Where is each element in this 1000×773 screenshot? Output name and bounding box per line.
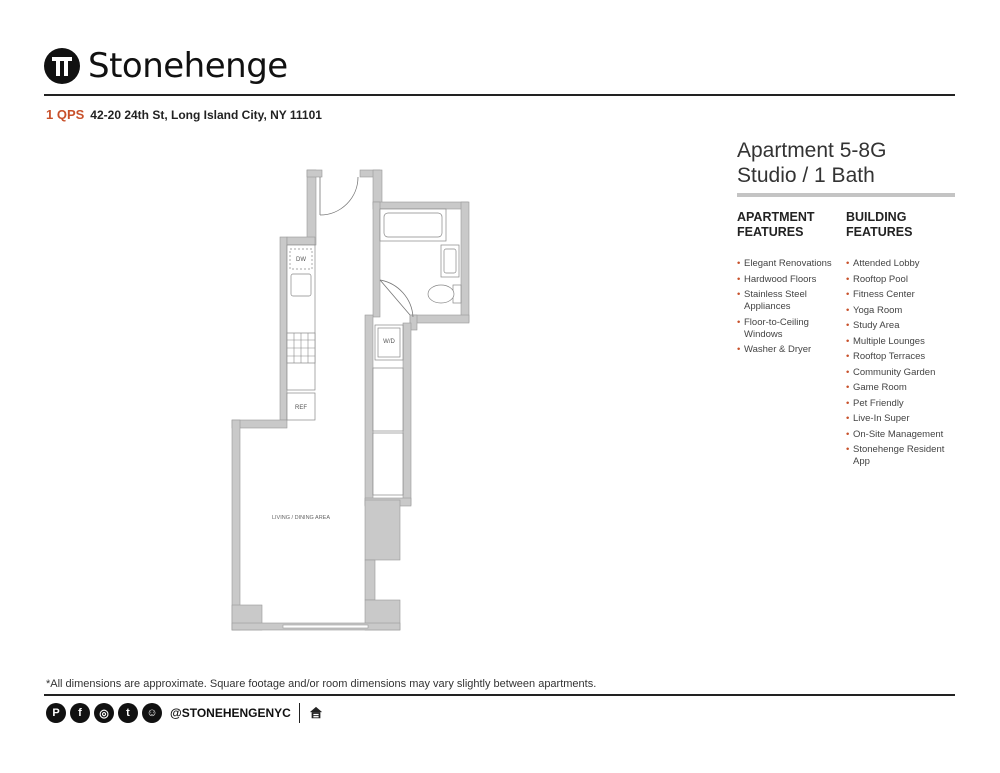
- wall: [365, 500, 400, 560]
- building-feature-item: • Game Room: [846, 382, 956, 394]
- instagram-icon[interactable]: ◎: [94, 703, 114, 723]
- wall: [307, 170, 316, 245]
- building-feature-item: • Pet Friendly: [846, 398, 956, 410]
- facebook-icon[interactable]: f: [70, 703, 90, 723]
- social-separator: [299, 703, 300, 723]
- building-feature-item: • Yoga Room: [846, 305, 956, 317]
- dishwasher-label: DW: [296, 257, 306, 263]
- building-feature-item: • Community Garden: [846, 367, 956, 379]
- street-address: 42-20 24th St, Long Island City, NY 11101: [90, 108, 322, 122]
- building-name: 1 QPS: [46, 107, 85, 122]
- equal-housing-icon: [308, 706, 324, 720]
- wall: [410, 315, 469, 323]
- building-feature-item: • Fitness Center: [846, 289, 956, 301]
- wall: [373, 202, 380, 317]
- snapchat-icon[interactable]: ☺: [142, 703, 162, 723]
- building-feature-item: • Attended Lobby: [846, 258, 956, 270]
- apartment-title: Apartment 5-8G: [737, 139, 887, 162]
- building-features-heading: BUILDING FEATURES: [846, 210, 913, 239]
- address-line: [46, 107, 322, 122]
- apartment-type: Studio / 1 Bath: [737, 164, 875, 187]
- apartment-heading: [737, 138, 886, 188]
- building-feature-item: • Rooftop Pool: [846, 274, 956, 286]
- title-divider: [737, 193, 955, 197]
- apartment-feature-item: • Washer & Dryer: [737, 344, 837, 356]
- twitter-icon[interactable]: t: [118, 703, 138, 723]
- building-feature-item: • Stonehenge Resident App: [846, 444, 956, 468]
- brand-name: Stonehenge: [88, 46, 288, 86]
- apartment-features-heading: APARTMENT FEATURES: [737, 210, 815, 239]
- header-divider: [44, 94, 955, 96]
- washer-dryer-label: W/D: [383, 339, 395, 345]
- refrigerator-label: REF: [295, 405, 307, 411]
- wall: [403, 323, 411, 505]
- footer-divider: [44, 694, 955, 696]
- apartment-feature-item: • Floor-to-Ceiling Windows: [737, 317, 837, 341]
- wall: [461, 202, 469, 322]
- wall: [373, 202, 468, 209]
- social-handle[interactable]: @STONEHENGENYC: [170, 706, 291, 720]
- building-feature-item: • Multiple Lounges: [846, 336, 956, 348]
- wall: [280, 237, 287, 420]
- floor-plan: [225, 165, 475, 635]
- wall: [373, 170, 382, 205]
- wall: [365, 315, 373, 505]
- pinterest-icon[interactable]: P: [46, 703, 66, 723]
- wall: [287, 237, 315, 245]
- stonehenge-logo-icon: [44, 48, 80, 84]
- dimensions-disclaimer: *All dimensions are approximate. Square footage and/or room dimensions may vary slightly between apartments.: [46, 678, 597, 690]
- building-feature-item: • On-Site Management: [846, 429, 956, 441]
- building-feature-item: • Study Area: [846, 320, 956, 332]
- social-bar: [46, 703, 324, 723]
- brand-logo: [44, 46, 288, 86]
- wall: [232, 420, 240, 630]
- wall: [365, 560, 375, 600]
- wall: [307, 170, 322, 177]
- apartment-feature-item: • Elegant Renovations: [737, 258, 837, 270]
- living-dining-label: LIVING / DINING AREA: [271, 515, 331, 521]
- building-feature-item: • Rooftop Terraces: [846, 351, 956, 363]
- apartment-feature-item: • Hardwood Floors: [737, 274, 837, 286]
- apartment-features-list: [737, 258, 837, 360]
- building-feature-item: • Live-In Super: [846, 413, 956, 425]
- apartment-feature-item: • Stainless Steel Appliances: [737, 289, 837, 313]
- building-features-list: [846, 258, 956, 472]
